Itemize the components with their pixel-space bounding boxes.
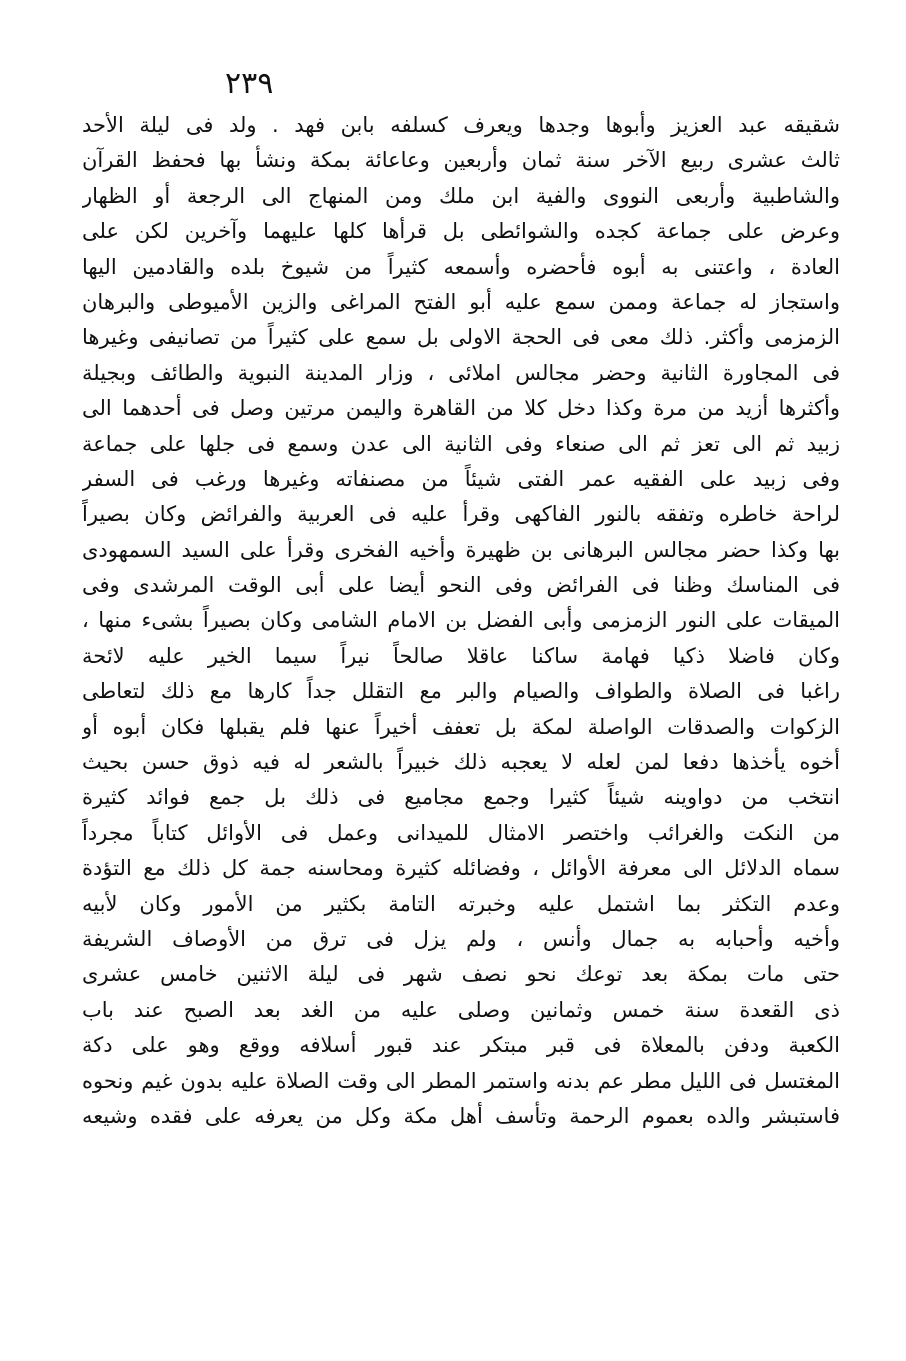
text-line: وفى زبيد على الفقيه عمر الفتى شيئاً من مصنفاته وغيرها ورغب فى السفر [82,466,840,491]
text-line: وأكثرها أزيد من مرة وكذا دخل كلا من القاهرة واليمن مرتين وصل فى أحدهما الى [82,396,840,421]
text-line: والشاطبية وأربعى النووى والفية ابن ملك ومن المنهاج الى الرجعة أو الظهار [82,183,840,208]
text-line: انتخب من دواوينه شيئاً كثيرا وجمع مجاميع فى ذلك بل جمع فوائد كثيرة [82,785,840,810]
text-line: واستجاز له جماعة وممن سمع عليه أبو الفتح المراغى والزين الأميوطى والبرهان [82,289,840,314]
text-line: ثالث عشرى ربيع الآخر سنة ثمان وأربعين وعاعائة بمكة ونشأ بها فحفظ القرآن [82,148,840,173]
text-line: وعرض على جماعة كجده والشوائطى بل قرأها كلها عليهما وآخرين لكن على [82,219,840,244]
text-line: راغبا فى الصلاة والطواف والصيام والبر مع التقلل جداً كارها مع ذلك لتعاطى [82,679,840,704]
text-line: زبيد ثم الى تعز ثم الى صنعاء وفى الثانية الى عدن وسمع فى جلها على جماعة [82,431,840,456]
text-line: سماه الدلائل الى معرفة الأوائل ، وفضائله كثيرة ومحاسنه جمة كل ذلك مع التؤدة [82,856,840,881]
text-line: الزمزمى وأكثر. ذلك معى فى الحجة الاولى بل سمع على كثيراً من تصانيفى وغيرها [82,325,840,350]
text-line: الكعبة ودفن بالمعلاة فى قبر مبتكر عند قبور أسلافه ووقع وهو على دكة [82,1033,840,1058]
text-line: وأخيه وأحبابه به جمال وأنس ، ولم يزل فى ترق من الأوصاف الشريفة [82,926,840,951]
text-line: من النكت والغرائب واختصر الامثال للميدانى وعمل فى الأوائل كتاباً مجرداً [82,820,840,845]
text-line: وكان فاضلا ذكيا فهامة ساكنا عاقلا صالحاً نيراً سيما الخير عليه لائحة [82,643,840,668]
body-text [82,108,840,1134]
text-line: أخوه يأخذها دفعا لمن لعله لا يعجبه ذلك خبيراً بالشعر له فيه ذوق حسن بحيث [82,750,840,775]
page-number: ٢٣٩ [225,66,274,101]
text-line: بها وكذا حضر مجالس البرهانى بن ظهيرة وأخيه الفخرى وقرأ على السيد السمهودى [82,537,840,562]
text-line: المغتسل فى الليل مطر عم بدنه واستمر المطر الى وقت الصلاة عليه بدون غيم ونحوه [82,1068,840,1093]
text-line: فى المناسك وظنا فى الفرائض وفى النحو أيضا على أبى الوقت المرشدى وفى [82,573,840,598]
text-line: فى المجاورة الثانية وحضر مجالس املائى ، وزار المدينة النبوية والطائف وبجيلة [82,360,840,385]
text-line: فاستبشر والده بعموم الرحمة وتأسف أهل مكة وكل من يعرفه على فقده وشيعه [82,1103,840,1128]
text-line: العادة ، واعتنى به أبوه فأحضره وأسمعه كثيراً من شيوخ بلده والقادمين اليها [82,254,840,279]
text-line: الزكوات والصدقات الواصلة لمكة بل تعفف أخيراً عنها فلم يقبلها فكان أبوه أو [82,714,840,739]
text-line: الميقات على النور الزمزمى وأبى الفضل بن الامام الشامى وكان بصيراً بشىء منها ، [82,608,840,633]
text-line: لراحة خاطره وتفقه بالنور الفاكهى وقرأ عليه فى العربية والفرائض وكان بصيراً [82,502,840,527]
text-line: شقيقه عبد العزيز وأبوها وجدها ويعرف كسلفه بابن فهد . ولد فى ليلة الأحد [82,113,840,137]
text-line: حتى مات بمكة بعد توعك نحو نصف شهر فى ليلة الاثنين خامس عشرى [82,962,840,987]
text-line: ذى القعدة سنة خمس وثمانين وصلى عليه من الغد بعد الصبح عند باب [82,997,840,1022]
text-line: وعدم التكثر بما اشتمل عليه وخبرته التامة بكثير من الأمور وكان لأبيه [82,891,840,916]
